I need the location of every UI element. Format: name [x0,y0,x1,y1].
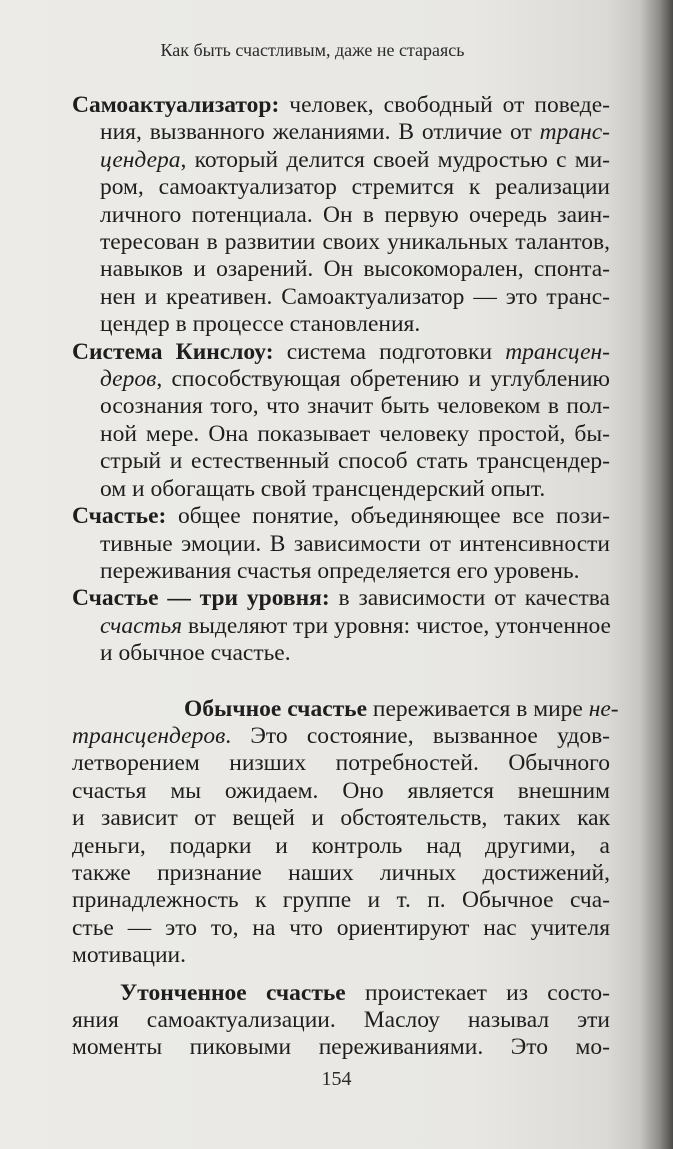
page-number: 154 [321,1068,352,1090]
italic-term: деров [100,366,157,393]
paragraph [72,980,610,1062]
text-line: также признание наших личных достижений, [72,859,610,886]
text-line: летворением низших потребностей. Обычного [72,750,610,777]
glossary-entry [72,585,610,667]
text-fragment: в зависимости от качества [329,585,610,612]
text-fragment: система подготовки [273,338,506,365]
text-line [72,695,619,723]
text-line: ом и обогащать свой трансцендерский опыт. [100,475,546,502]
paragraph [72,695,619,970]
text-fragment: ния, вызванного желаниями. В отличие от [100,119,540,146]
text-line: счастья мы ожидаем. Оно является внешним [72,777,610,804]
text-fragment: , который делится своей мудростью с ми- [180,146,610,173]
glossary-entry [72,92,610,339]
text-line: навыков и озарений. Он высокоморален, спонта- [100,256,610,283]
italic-term: трансцен- [505,338,610,365]
italic-term: не- [588,695,619,722]
text-line [72,339,610,366]
paragraph-term: Обычное счастье [184,695,368,722]
text-line: принадлежность к группе и т. п. Обычное сча- [72,887,610,914]
italic-term: трансцендеров [72,722,226,749]
entry-term: Счастье: [72,503,167,530]
text-fragment: выделяют три уровня: чистое, утонченное [182,612,611,639]
text-line: осознания того, что значит быть человеком в пол- [100,393,610,420]
text-line: переживания счастья определяется его уровень. [100,557,580,584]
text-line: стье — это то, на что ориентируют нас учителя [72,914,610,941]
glossary-entry [72,339,610,503]
text-line: и обычное счастье. [100,640,291,667]
entry-term: Система Кинслоу: [72,338,274,365]
text-line: яния самоактуализации. Маслоу называл эти [72,1007,610,1033]
entry-term: Самоактуализатор: [72,92,280,118]
italic-term: транс- [539,119,610,146]
text-line: ром, самоактуализатор стремится к реализации [100,174,610,201]
text-fragment: проистекает из состо- [345,979,610,1006]
text-line [72,503,610,530]
text-line [72,366,610,393]
text-line: нен и креативен. Самоактуализатор — это транс- [100,283,610,310]
page-text [72,92,619,1062]
text-fragment: , способствующая обретению и углублению [156,366,610,393]
text-fragment: общее понятие, объединяющее все пози- [166,503,610,530]
text-line [72,613,610,640]
text-line: моменты пиковыми переживаниями. Это мо- [72,1034,610,1061]
text-fragment: человек, свободный от поведе- [279,92,610,118]
text-line: личного потенциала. Он в первую очередь заин- [100,201,610,228]
glossary-entry [72,503,610,585]
paragraph-term: Утонченное счастье [120,979,346,1006]
text-line [72,119,610,146]
text-line [72,980,610,1007]
italic-term: цендера [100,146,181,173]
text-line: цендер в процессе становления. [100,311,421,338]
text-line: деньги, подарки и контроль над другими, а [72,832,610,859]
italic-term: счастья [100,612,183,639]
text-line [72,585,610,612]
running-head: Как быть счастливым, даже не стараясь [160,40,465,60]
text-line [72,92,610,119]
text-line: стрый и естественный способ стать трансцендер- [100,448,610,475]
text-line: ной мере. Она показывает человеку простой, бы- [100,420,610,447]
text-fragment: . Это состояние, вызванное удов- [225,722,610,749]
text-line: тивные эмоции. В зависимости от интенсивности [100,530,610,557]
text-line: и зависит от вещей и обстоятельств, таких как [72,805,610,832]
text-line: тересован в развитии своих уникальных талантов, [100,229,610,256]
text-fragment: переживается в мире [367,695,589,722]
text-line [72,147,610,174]
text-line: мотивации. [72,942,186,969]
text-line [72,723,610,750]
entry-term: Счастье — три уровня: [72,585,330,612]
